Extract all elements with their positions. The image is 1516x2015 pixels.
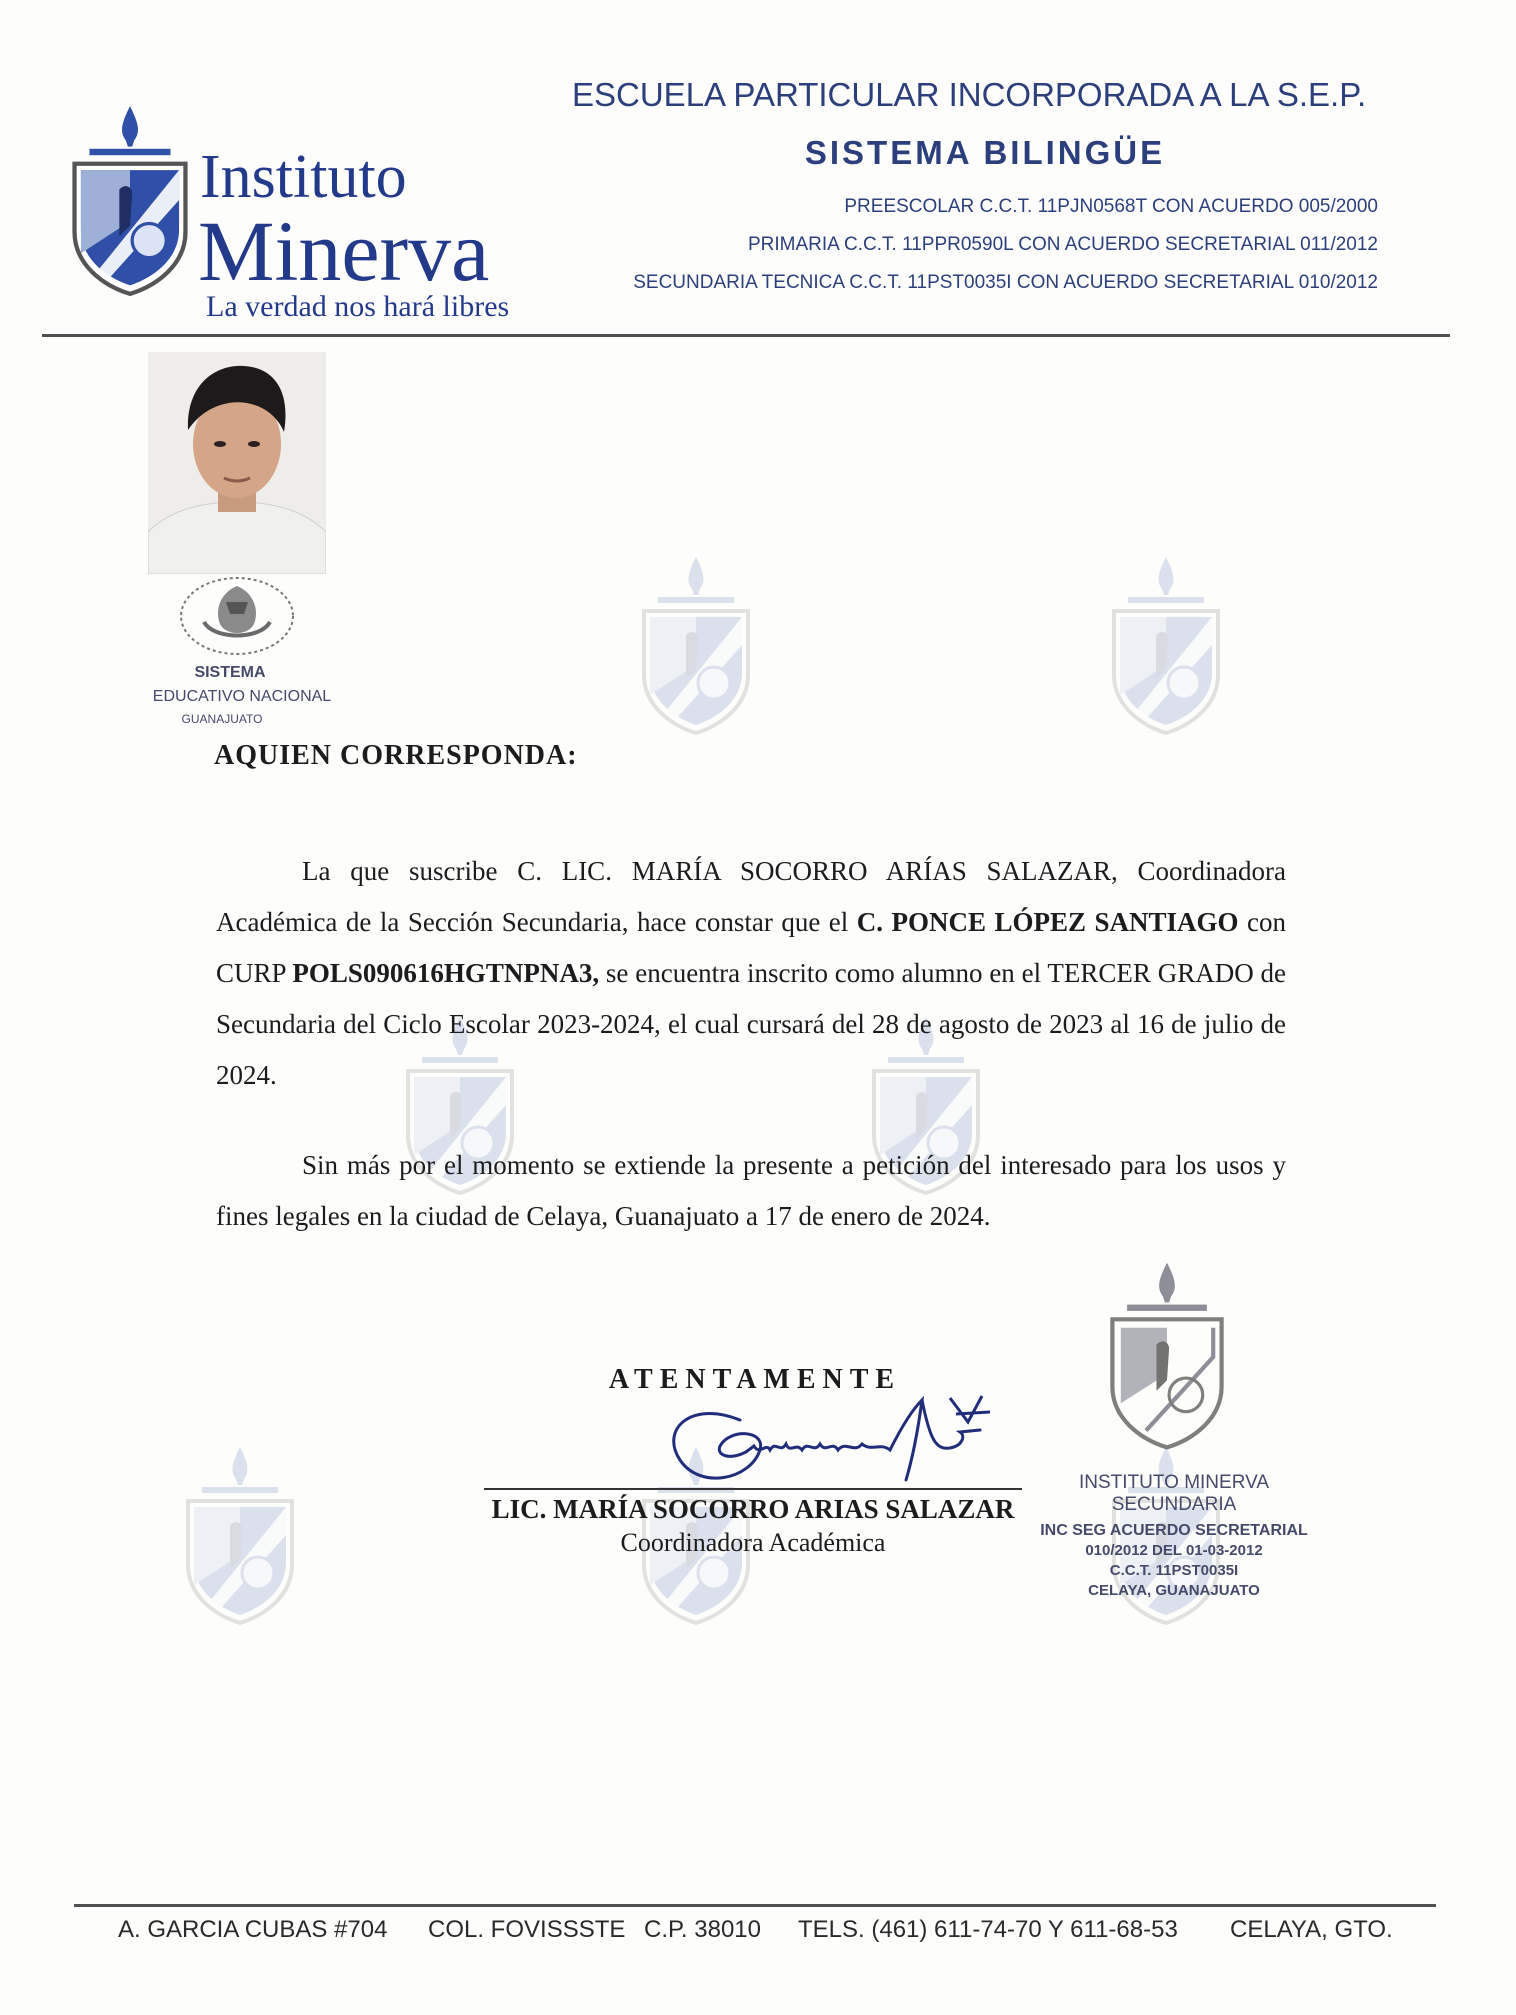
- logo-name-line1: Instituto: [200, 143, 407, 211]
- signer-title: Coordinadora Académica: [620, 1528, 886, 1557]
- logo-name-line2: Minerva: [198, 203, 490, 299]
- footer: [0, 1916, 1516, 1956]
- footer-divider: [74, 1904, 1436, 1907]
- stamp-line5: C.C.T. 11PST0035I: [1109, 1562, 1239, 1579]
- student-curp: POLS090616HGTNPNA3,: [292, 958, 600, 988]
- footer-colonia: COL. FOVISSSTE: [428, 1916, 626, 1943]
- logo-motto: La verdad nos hará libres: [206, 290, 510, 323]
- minerva-shield-logo-icon: [66, 80, 194, 320]
- stamp-line1: INSTITUTO MINERVA: [1078, 1472, 1270, 1493]
- watermark-shield-icon: [180, 1410, 300, 1660]
- sep-seal-line3: GUANAJUATO: [181, 712, 263, 726]
- system-title: SISTEMA BILINGÜE: [804, 134, 1166, 171]
- paragraph-1: La que suscribe C. LIC. MARÍA SOCORRO ARÍAS SALAZAR, Coordinadora Académica de la Sección Secundaria, hace constar que el C. PONCE LÓPEZ SANTIAGO con CURP POLS090616HGTNPNA3, se encuentra inscrito como alumno en el TERCER GRADO de Secundaria del Ciclo Escolar 2023-2024, el cual cursará del 28 de agosto de 2023 al 16 de julio de 2024.: [216, 856, 1287, 1090]
- sep-seal-line1: SISTEMA: [194, 664, 266, 681]
- stamp-line3: INC SEG ACUERDO SECRETARIAL: [1040, 1522, 1308, 1539]
- footer-address: A. GARCIA CUBAS #704: [118, 1916, 388, 1943]
- footer-city: CELAYA, GTO.: [1230, 1916, 1393, 1943]
- paragraph-2: Sin más por el momento se extiende la presente a petición del interesado para los usos y fines legales en la ciudad de Celaya, Guanajuato a 17 de enero de 2024.: [216, 1150, 1286, 1231]
- level-preescolar: PREESCOLAR C.C.T. 11PJN0568T CON ACUERDO 005/2000: [844, 196, 1378, 217]
- signer-name: LIC. MARÍA SOCORRO ARIAS SALAZAR: [491, 1494, 1015, 1524]
- stamp-line6: CELAYA, GUANAJUATO: [1088, 1582, 1260, 1599]
- header-divider: [42, 334, 1450, 337]
- signature: [650, 1390, 1010, 1496]
- watermark-shield-icon: [1106, 520, 1226, 770]
- level-primaria: PRIMARIA C.C.T. 11PPR0590L CON ACUERDO SECRETARIAL 011/2012: [747, 234, 1378, 255]
- salutation: AQUIEN CORRESPONDA:: [214, 740, 578, 771]
- sep-seal-line2: EDUCATIVO NACIONAL: [152, 688, 332, 705]
- school-type: ESCUELA PARTICULAR INCORPORADA A LA S.E.P.: [572, 76, 1367, 113]
- watermark-shield-icon: [636, 520, 756, 770]
- stamp-line4: 010/2012 DEL 01-03-2012: [1085, 1542, 1263, 1559]
- mexican-eagle-seal-icon: [174, 574, 300, 658]
- signature-line: [484, 1488, 1022, 1490]
- student-photo: [148, 352, 326, 574]
- level-secundaria: SECUNDARIA TECNICA C.C.T. 11PST0035I CON ACUERDO SECRETARIAL 010/2012: [633, 272, 1378, 293]
- stamp-line2: SECUNDARIA: [1111, 1494, 1237, 1515]
- footer-cp: C.P. 38010: [644, 1916, 761, 1943]
- closing: ATENTAMENTE: [608, 1364, 902, 1395]
- footer-phones: TELS. (461) 611-74-70 Y 611-68-53: [798, 1916, 1178, 1943]
- student-name: C. PONCE LÓPEZ SANTIAGO: [856, 907, 1239, 937]
- school-stamp-shield-icon: [1104, 1250, 1230, 1460]
